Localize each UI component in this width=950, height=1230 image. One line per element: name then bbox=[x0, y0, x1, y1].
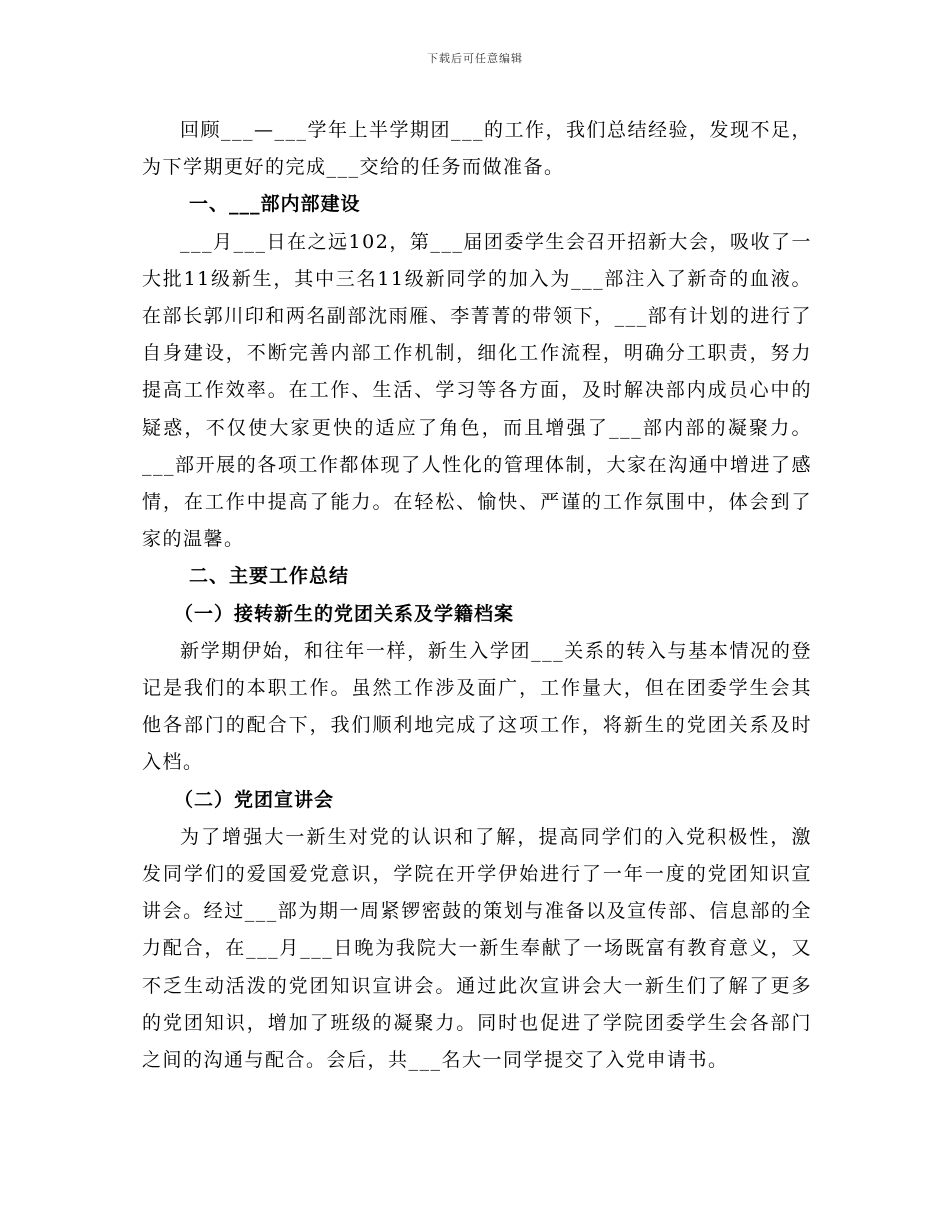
document-body bbox=[142, 112, 812, 1079]
subsection1-paragraph: 新学期伊始，和往年一样，新生入学团___关系的转入与基本情况的登记是我们的本职工作。虽然工作涉及面广，工作量大，但在团委学生会其他各部门的配合下，我们顺利地完成了这项工作，将新生的党团关系及时入档。 bbox=[142, 639, 812, 774]
section1-heading: 一、___部内部建设 bbox=[189, 193, 361, 216]
section1-paragraph: ___月___日在之远102，第___届团委学生会召开招新大会，吸收了一大批11级新生，其中三名11级新同学的加入为___部注入了新奇的血液。在部长郭川印和两名副部沈雨雁、李菁菁的带领下，___部有计划的进行了自身建设，不断完善内部工作机制，细化工作流程，明确分工职责，努力提高工作效率。在工作、生活、学习等各方面，及时解决部内成员心中的疑惑，不仅使大家更快的适应了角色，而且增强了___部内部的凝聚力。___部开展的各项工作都体现了人性化的管理体制，大家在沟通中增进了感情，在工作中提高了能力。在轻松、愉快、严谨的工作氛围中，体会到了家的温馨。 bbox=[142, 230, 812, 551]
section2-heading: 二、主要工作总结 bbox=[189, 565, 350, 588]
subsection1-heading: （一）接转新生的党团关系及学籍档案 bbox=[174, 602, 515, 625]
subsection2-paragraph: 为了增强大一新生对党的认识和了解，提高同学们的入党积极性，激发同学们的爱国爱党意识，学院在开学伊始进行了一年一度的党团知识宣讲会。经过___部为期一周紧锣密鼓的策划与准备以及宣传部、信息部的全力配合，在___月___日晚为我院大一新生奉献了一场既富有教育意义，又不乏生动活泼的党团知识宣讲会。通过此次宣讲会大一新生们了解了更多的党团知识，增加了班级的凝聚力。同时也促进了学院团委学生会各部门之间的沟通与配合。会后，共___名大一同学提交了入党申请书。 bbox=[142, 825, 812, 1072]
page-header: 下载后可任意编辑 bbox=[427, 52, 523, 65]
subsection2-heading: （二）党团宣讲会 bbox=[174, 788, 335, 811]
intro-paragraph: 回顾___—___学年上半学期团___的工作，我们总结经验，发现不足，为下学期更好的完成___交给的任务而做准备。 bbox=[142, 119, 813, 179]
